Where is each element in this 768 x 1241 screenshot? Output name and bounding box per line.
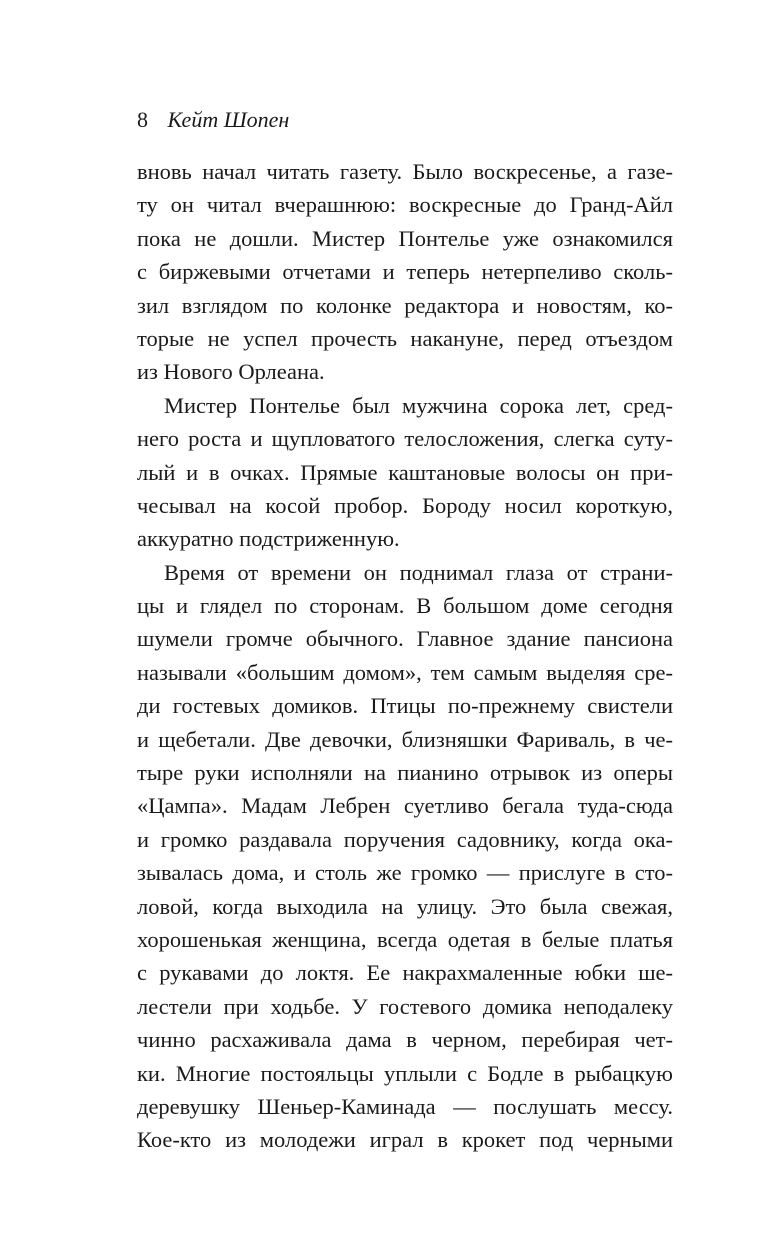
- text-line: ки. Многие постояльцы уплыли с Бодле в рыбацкую: [137, 1060, 673, 1086]
- running-head: [137, 106, 289, 134]
- text-line: ди гостевых домиков. Птицы по-прежнему свистели: [137, 693, 673, 719]
- paragraph: [137, 556, 673, 1157]
- text-line: чинно расхаживала дама в черном, перебирая чет-: [137, 1027, 673, 1053]
- text-line: зил взглядом по колонке редактора и новостям, ко-: [137, 292, 673, 318]
- body-text: [137, 155, 673, 1157]
- text-line: называли «большим домом», тем самым выделяя сре-: [137, 659, 673, 685]
- page-number: 8: [137, 107, 148, 132]
- text-line: цы и глядел по сторонам. В большом доме сегодня: [137, 593, 673, 619]
- running-head-author: Кейт Шопен: [167, 107, 290, 132]
- text-line: «Цампа». Мадам Лебрен суетливо бегала туда-сюда: [137, 793, 673, 819]
- text-line: с биржевыми отчетами и теперь нетерпеливо сколь-: [137, 259, 673, 285]
- text-line: хорошенькая женщина, всегда одетая в белые платья: [137, 926, 673, 952]
- text-line: шумели громче обычного. Главное здание пансиона: [137, 626, 673, 652]
- text-line: вновь начал читать газету. Было воскресенье, а газе-: [137, 159, 673, 184]
- paragraph: [137, 389, 673, 556]
- text-line: и громко раздавала поручения садовнику, когда ока-: [137, 826, 673, 852]
- text-line: лый и в очках. Прямые каштановые волосы он при-: [137, 459, 673, 485]
- text-line: из Нового Орлеана.: [137, 359, 325, 385]
- text-line: ловой, когда выходила на улицу. Это была свежая,: [137, 893, 673, 919]
- text-line: пока не дошли. Мистер Понтелье уже ознакомился: [137, 225, 673, 251]
- text-line: ту он читал вчерашнюю: воскресные до Гранд-Айл: [137, 192, 673, 218]
- text-line: и щебетали. Две девочки, близняшки Фариваль, в че-: [137, 726, 673, 752]
- text-line: зывалась дома, и столь же громко — прислуге в сто-: [137, 860, 673, 886]
- text-line: Мистер Понтелье был мужчина сорока лет, сред-: [164, 392, 673, 418]
- text-line: аккуратно подстриженную.: [137, 526, 400, 552]
- text-line: него роста и щупловатого телосложения, слегка суту-: [137, 426, 673, 452]
- text-line: чесывал на косой пробор. Бороду носил короткую,: [137, 492, 673, 518]
- text-line: деревушку Шеньер-Каминада — послушать мессу.: [137, 1093, 673, 1119]
- text-line: тыре руки исполняли на пианино отрывок из оперы: [137, 760, 673, 786]
- text-line: лестели при ходьбе. У гостевого домика неподалеку: [137, 993, 673, 1019]
- text-line: торые не успел прочесть накануне, перед отъездом: [137, 325, 673, 351]
- text-line: Кое-кто из молодежи играл в крокет под черными: [137, 1127, 673, 1153]
- text-line: с рукавами до локтя. Ее накрахмаленные юбки ше-: [137, 960, 673, 986]
- text-line: Время от времени он поднимал глаза от страни-: [164, 559, 673, 585]
- paragraph: [137, 155, 673, 389]
